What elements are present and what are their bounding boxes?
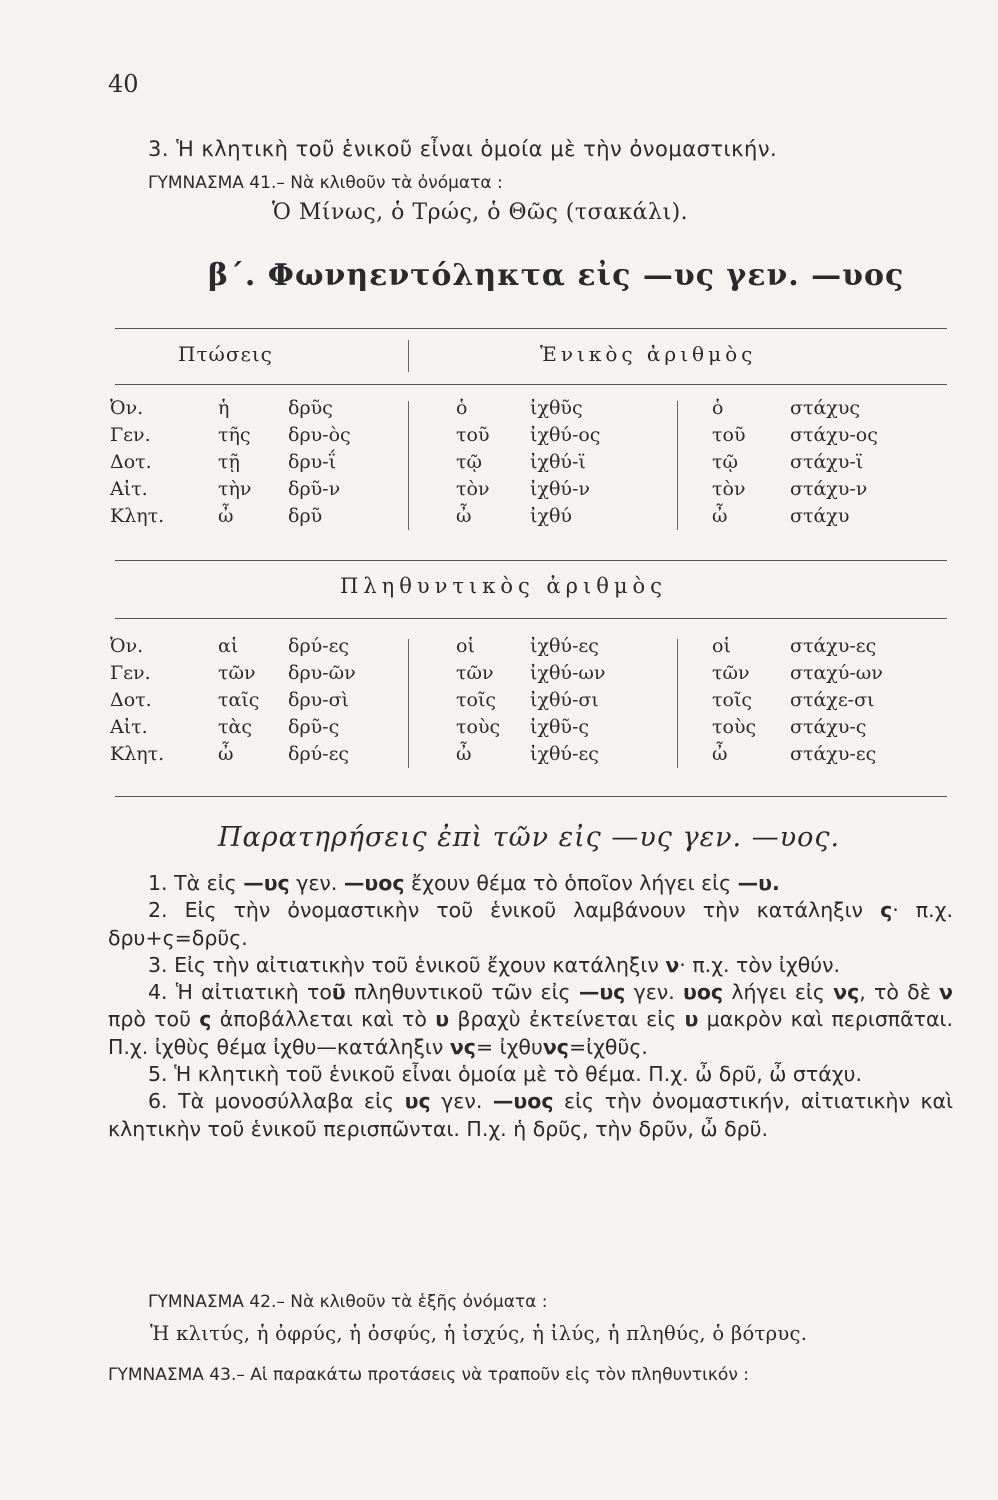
observation-6: 6. Τὰ μονοσύλλαβα εἰς υς γεν. —υος εἰς τὴν ὀνομαστικήν, αἰτιατικὴν καὶ κλητικὴν τοῦ ἑνικοῦ περισπῶνται. Π.χ. ἡ δρῦς, τὴν δρῦν, ὦ δρῦ. xyxy=(108,1089,954,1141)
article: τοῦ xyxy=(712,424,746,446)
exercise-43-title: ΓΥΜΝΑΣΜΑ 43.– Αἱ παρακάτω προτάσεις νὰ τραποῦν εἰς τὸν πληθυντικόν : xyxy=(108,1365,749,1385)
article: τῷ xyxy=(712,451,739,473)
case-label: Ὀν. xyxy=(110,397,144,419)
article: ὁ xyxy=(712,397,724,419)
form-drys: δρυ-ῶν xyxy=(288,662,356,684)
article: τοῖς xyxy=(712,689,753,711)
form-ichthys: ἰχθύ xyxy=(530,505,572,527)
table-rule-top xyxy=(115,328,947,329)
observation-2: 2. Εἰς τὴν ὀνομαστικὴν τοῦ ἑνικοῦ λαμβάνουν τὴν κατάληξιν ς· π.χ. δρυ+ς=δρῦς. xyxy=(108,898,953,950)
form-drys: δρυ-ὸς xyxy=(288,424,351,446)
article: τῷ xyxy=(456,451,483,473)
case-label: Αἰτ. xyxy=(110,478,148,500)
article: ὦ xyxy=(218,743,234,765)
article: τὴν xyxy=(218,478,252,500)
form-stachys: στάχυ-ϊ xyxy=(790,451,864,473)
article: τῶν xyxy=(456,662,494,684)
article: τῆς xyxy=(218,424,251,446)
article: ὦ xyxy=(712,505,728,527)
form-drys: δρῦ-ς xyxy=(288,716,340,738)
form-stachys: σταχύ-ων xyxy=(790,662,883,684)
form-ichthys: ἰχθύ-ες xyxy=(530,635,599,657)
article: ὦ xyxy=(456,743,472,765)
article: ὦ xyxy=(712,743,728,765)
case-label: Αἰτ. xyxy=(110,716,148,738)
column-divider xyxy=(677,639,678,768)
form-stachys: στάχυ-ες xyxy=(790,743,877,765)
form-stachys: στάχυ-ες xyxy=(790,635,877,657)
form-stachys: στάχυ-ν xyxy=(790,478,868,500)
article: τοῖς xyxy=(456,689,497,711)
table-rule-mid2 xyxy=(115,618,947,619)
observation-1: 1. Τὰ εἰς —υς γεν. —υος ἔχουν θέμα τὸ ὁποῖον λήγει εἰς —υ. xyxy=(148,871,780,895)
case-label: Δοτ. xyxy=(110,689,152,711)
article: τοὺς xyxy=(712,716,757,738)
form-drys: δρύ-ες xyxy=(288,743,350,765)
article: τῇ xyxy=(218,451,240,473)
observations-text xyxy=(108,870,953,1143)
form-stachys: στάχυ-ος xyxy=(790,424,878,446)
case-label: Ὀν. xyxy=(110,635,144,657)
form-drys: δρυ-σὶ xyxy=(288,689,349,711)
rule-3: 3. Ἡ κλητικὴ τοῦ ἑνικοῦ εἶναι ὁμοία μὲ τὴν ὀνομαστικήν. xyxy=(148,137,778,161)
form-stachys: στάχυ xyxy=(790,505,850,527)
exercise-41-title: ΓΥΜΝΑΣΜΑ 41.– Νὰ κλιθοῦν τὰ ὀνόματα : xyxy=(148,173,503,193)
article: τοὺς xyxy=(456,716,501,738)
section-heading: β΄. Φωνηεντόληκτα εἰς —υς γεν. —υος xyxy=(208,258,905,293)
page-number: 40 xyxy=(108,70,139,98)
form-stachys: στάχυς xyxy=(790,397,861,419)
header-cases: Πτώσεις xyxy=(178,342,273,366)
article: ἡ xyxy=(218,397,230,419)
article: τὸν xyxy=(712,478,746,500)
case-label: Γεν. xyxy=(110,424,151,446)
observation-3: 3. Εἰς τὴν αἰτιατικὴν τοῦ ἑνικοῦ ἔχουν κατάληξιν ν· π.χ. τὸν ἰχθύν. xyxy=(148,952,841,977)
table-rule-header xyxy=(115,384,947,385)
article: αἱ xyxy=(218,635,239,657)
article: ὦ xyxy=(218,505,234,527)
table-rule-bottom xyxy=(115,796,947,797)
article: οἱ xyxy=(456,635,475,657)
exercise-42-words: Ἡ κλιτύς, ἡ ὀφρύς, ἡ ὀσφύς, ἡ ἰσχύς, ἡ ἰλύς, ἡ πληθύς, ὁ βότρυς. xyxy=(150,1322,808,1345)
column-divider xyxy=(677,401,678,530)
article: ταῖς xyxy=(218,689,260,711)
form-drys: δρύ-ες xyxy=(288,635,350,657)
table-rule-mid1 xyxy=(115,560,947,561)
article: τὸν xyxy=(456,478,490,500)
form-drys: δρῦ xyxy=(288,505,323,527)
form-ichthys: ἰχθύ-ν xyxy=(530,478,590,500)
form-ichthys: ἰχθύ-ος xyxy=(530,424,601,446)
form-ichthys: ἰχθύ-σι xyxy=(530,689,599,711)
observation-4: 4. Ἡ αἰτιατικὴ τοῦ πληθυντικοῦ τῶν εἰς —υς γεν. υος λήγει εἰς νς, τὸ δὲ ν πρὸ τοῦ ς ἀποβάλλεται καὶ τὸ υ βραχὺ ἐκτείνεται εἰς υ μακρὸν καὶ περισπᾶται. Π.χ. ἰχθὺς θέμα ἰχθυ—κατάληξιν νς= ἰχθυνς=ἰχθῦς. xyxy=(108,980,954,1059)
form-ichthys: ἰχθῦς xyxy=(530,397,583,419)
form-ichthys: ἰχθύ-ες xyxy=(530,743,599,765)
article: τῶν xyxy=(218,662,256,684)
form-ichthys: ἰχθύ-ϊ xyxy=(530,451,586,473)
form-drys: δρῦς xyxy=(288,397,333,419)
article: τῶν xyxy=(712,662,750,684)
case-label: Κλητ. xyxy=(110,743,165,765)
column-divider xyxy=(408,401,409,530)
case-label: Γεν. xyxy=(110,662,151,684)
form-stachys: στάχυ-ς xyxy=(790,716,867,738)
article: οἱ xyxy=(712,635,731,657)
article: ὦ xyxy=(456,505,472,527)
header-divider xyxy=(408,340,409,372)
article: τὰς xyxy=(218,716,252,738)
header-singular: Ἑνικὸς ἀριθμὸς xyxy=(540,342,757,366)
exercise-42-title: ΓΥΜΝΑΣΜΑ 42.– Νὰ κλιθοῦν τὰ ἑξῆς ὀνόματα : xyxy=(148,1292,548,1312)
case-label: Κλητ. xyxy=(110,505,165,527)
column-divider xyxy=(408,639,409,768)
form-drys: δρῦ-ν xyxy=(288,478,341,500)
header-plural: Πληθυντικὸς ἀριθμὸς xyxy=(340,574,667,598)
form-ichthys: ἰχθύ-ων xyxy=(530,662,606,684)
form-stachys: στάχε-σι xyxy=(790,689,875,711)
article: τοῦ xyxy=(456,424,490,446)
exercise-41-words: Ὁ Μίνως, ὁ Τρώς, ὁ Θῶς (τσακάλι). xyxy=(272,200,689,225)
form-ichthys: ἰχθῦ-ς xyxy=(530,716,590,738)
observation-5: 5. Ἡ κλητικὴ τοῦ ἑνικοῦ εἶναι ὁμοία μὲ τὸ θέμα. Π.χ. ὦ δρῦ, ὦ στάχυ. xyxy=(148,1062,862,1087)
form-drys: δρυ-ΐ xyxy=(288,451,337,473)
case-label: Δοτ. xyxy=(110,451,152,473)
observations-title: Παρατηρήσεις ἐπὶ τῶν εἰς —υς γεν. —υος. xyxy=(218,822,841,853)
article: ὁ xyxy=(456,397,468,419)
